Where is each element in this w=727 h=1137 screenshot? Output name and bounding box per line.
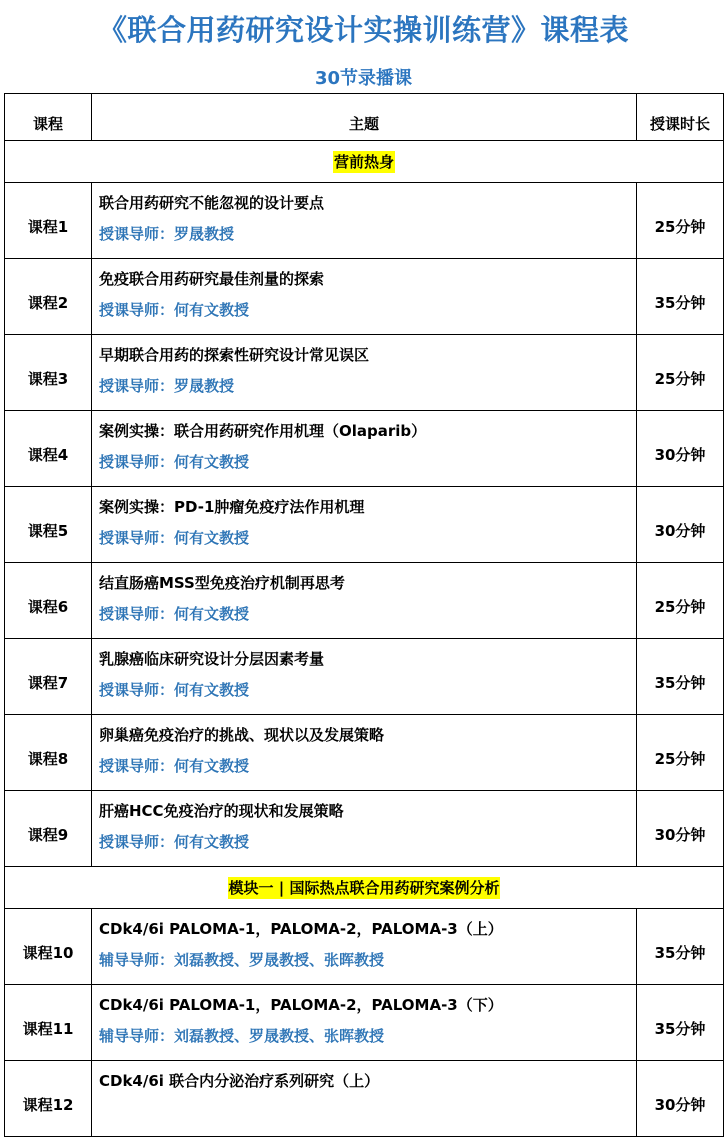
course-cell: 课程9 (5, 791, 92, 867)
teacher-name: 辅导导师：刘磊教授、罗晟教授、张晖教授 (99, 1027, 385, 1045)
duration-cell: 30分钟 (637, 487, 724, 563)
topic-title: CDk4/6i 联合内分泌治疗系列研究（上） (99, 1072, 380, 1090)
course-cell: 课程5 (5, 487, 92, 563)
teacher-name: 授课导师：罗晟教授 (99, 225, 235, 243)
duration-cell: 35分钟 (637, 909, 724, 985)
duration-cell: 35分钟 (637, 985, 724, 1061)
topic-cell (92, 335, 637, 411)
topic-title: CDk4/6i PALOMA-1，PALOMA-2，PALOMA-3（下） (99, 996, 503, 1014)
topic-title: 案例实操：PD-1肿瘤免疫疗法作用机理 (99, 498, 365, 516)
page-subtitle: 30节录播课 (314, 68, 413, 89)
section-title: 模块一 | 国际热点联合用药研究案例分析 (228, 879, 500, 897)
topic-title: 联合用药研究不能忽视的设计要点 (99, 194, 325, 212)
duration-cell: 30分钟 (637, 791, 724, 867)
section-row (5, 867, 724, 909)
course-cell: 课程12 (5, 1061, 92, 1137)
teacher-name: 授课导师：何有文教授 (99, 301, 250, 319)
table-row (5, 791, 724, 867)
duration-cell: 35分钟 (637, 259, 724, 335)
schedule-table (4, 93, 724, 1137)
section-title: 营前热身 (333, 153, 394, 171)
duration-cell: 25分钟 (637, 563, 724, 639)
table-row (5, 487, 724, 563)
table-row (5, 259, 724, 335)
course-cell: 课程1 (5, 183, 92, 259)
topic-title: 免疫联合用药研究最佳剂量的探索 (99, 270, 325, 288)
table-row (5, 411, 724, 487)
topic-cell (92, 259, 637, 335)
teacher-name: 授课导师：何有文教授 (99, 833, 250, 851)
topic-cell (92, 1061, 637, 1137)
course-cell: 课程4 (5, 411, 92, 487)
table-row (5, 1061, 724, 1137)
teacher-name: 授课导师：何有文教授 (99, 605, 250, 623)
course-cell: 课程10 (5, 909, 92, 985)
topic-cell (92, 985, 637, 1061)
topic-cell (92, 639, 637, 715)
duration-cell: 30分钟 (637, 411, 724, 487)
topic-cell (92, 791, 637, 867)
table-row (5, 715, 724, 791)
course-cell: 课程8 (5, 715, 92, 791)
course-cell: 课程7 (5, 639, 92, 715)
teacher-name: 授课导师：何有文教授 (99, 529, 250, 547)
duration-cell: 25分钟 (637, 335, 724, 411)
course-cell: 课程11 (5, 985, 92, 1061)
table-row (5, 183, 724, 259)
teacher-name: 辅导导师：刘磊教授、罗晟教授、张晖教授 (99, 951, 385, 969)
teacher-name: 授课导师：何有文教授 (99, 453, 250, 471)
header-topic: 主题 (92, 94, 637, 141)
topic-title: 结直肠癌MSS型免疫治疗机制再思考 (99, 574, 345, 592)
duration-cell: 25分钟 (637, 183, 724, 259)
table-row (5, 909, 724, 985)
teacher-name: 授课导师：罗晟教授 (99, 377, 235, 395)
topic-title: 卵巢癌免疫治疗的挑战、现状以及发展策略 (99, 726, 385, 744)
page-title: 《联合用药研究设计实操训练营》课程表 (97, 13, 629, 47)
table-row (5, 563, 724, 639)
course-cell: 课程3 (5, 335, 92, 411)
topic-cell (92, 563, 637, 639)
header-duration: 授课时长 (637, 94, 724, 141)
topic-title: CDk4/6i PALOMA-1，PALOMA-2，PALOMA-3（上） (99, 920, 503, 938)
duration-cell: 25分钟 (637, 715, 724, 791)
topic-title: 案例实操：联合用药研究作用机理（Olaparib） (99, 422, 427, 440)
header-course: 课程 (5, 94, 92, 141)
topic-cell (92, 487, 637, 563)
topic-cell (92, 183, 637, 259)
table-row (5, 335, 724, 411)
topic-title: 肝癌HCC免疫治疗的现状和发展策略 (99, 802, 344, 820)
duration-cell: 30分钟 (637, 1061, 724, 1137)
topic-cell (92, 715, 637, 791)
section-row (5, 141, 724, 183)
topic-cell (92, 411, 637, 487)
teacher-name: 授课导师：何有文教授 (99, 757, 250, 775)
table-row (5, 639, 724, 715)
topic-title: 乳腺癌临床研究设计分层因素考量 (99, 650, 325, 668)
table-row (5, 985, 724, 1061)
course-cell: 课程2 (5, 259, 92, 335)
duration-cell: 35分钟 (637, 639, 724, 715)
topic-cell (92, 909, 637, 985)
course-cell: 课程6 (5, 563, 92, 639)
topic-title: 早期联合用药的探索性研究设计常见误区 (99, 346, 370, 364)
table-header-row (5, 94, 724, 141)
teacher-name: 授课导师：何有文教授 (99, 681, 250, 699)
